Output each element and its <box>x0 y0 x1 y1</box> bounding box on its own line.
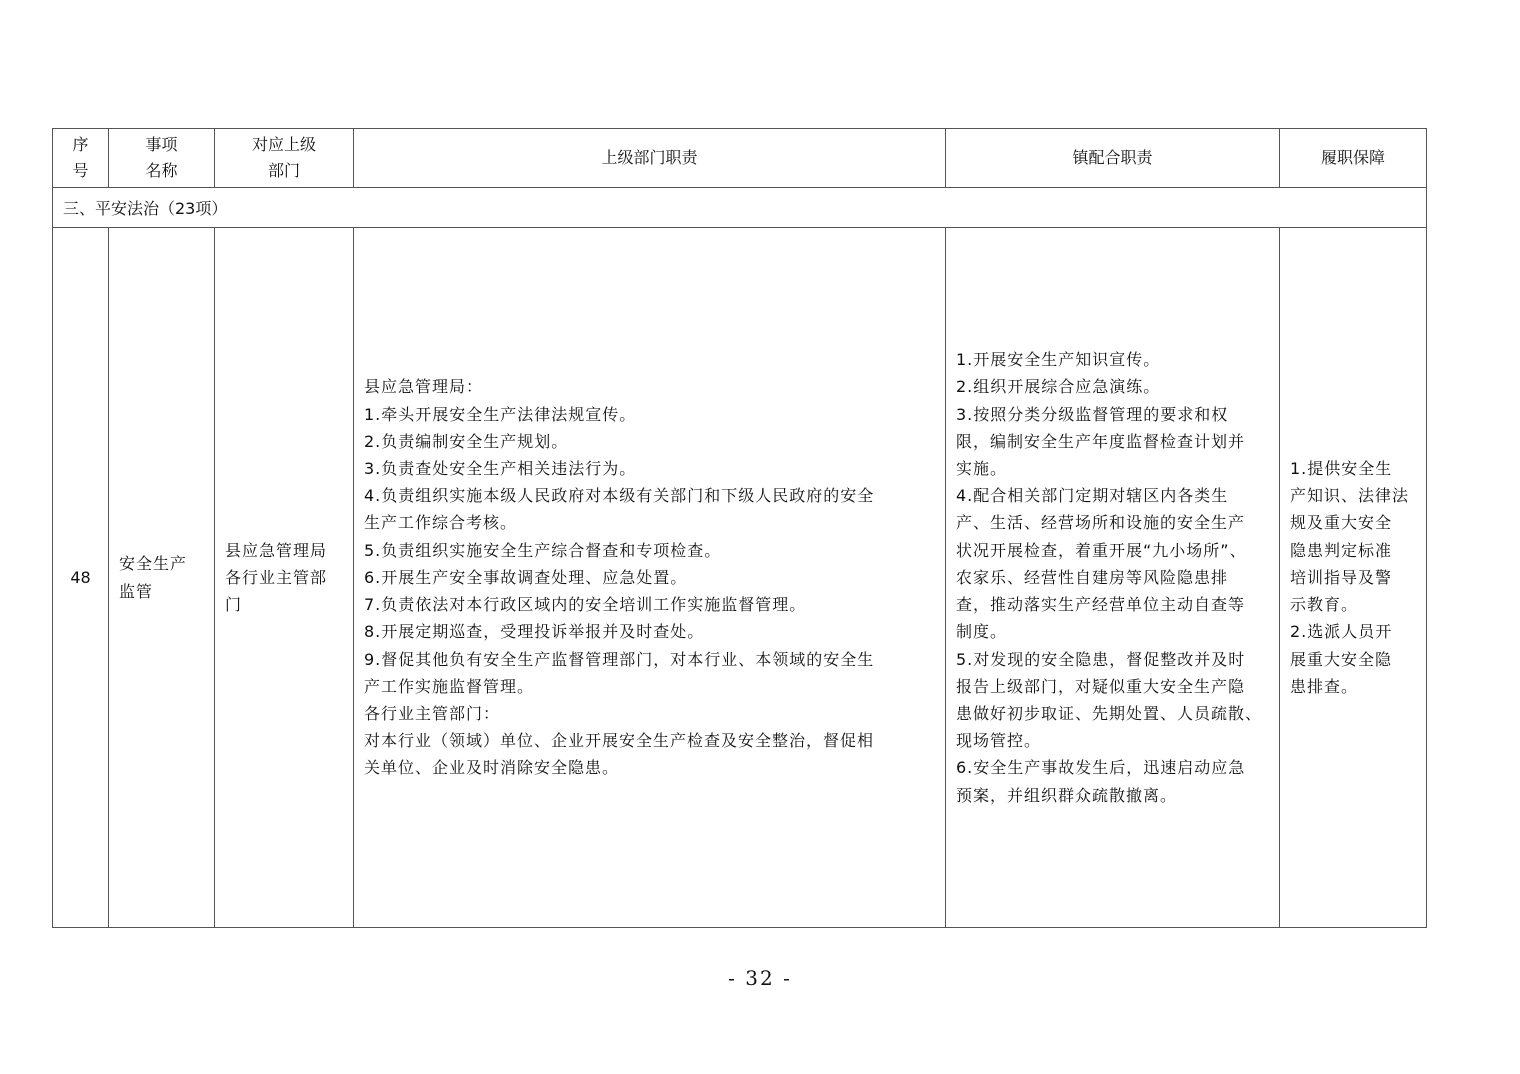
dept-line: 各行业主管部 <box>225 567 328 587</box>
town-duty-line: 3.按照分类分级监督管理的要求和权 <box>956 404 1229 424</box>
town-duty-line: 现场管控。 <box>956 731 1042 751</box>
guarantee-line: 隐患判定标准 <box>1290 540 1393 560</box>
upper-duty-line: 对本行业（领域）单位、企业开展安全生产检查及安全整治，督促相 <box>364 731 875 751</box>
town-duty-line: 产、生活、经营场所和设施的安全生产 <box>956 513 1246 533</box>
upper-duty-line: 1.牵头开展安全生产法律法规宣传。 <box>364 404 637 424</box>
upper-duty-line: 3.负责查处安全生产相关违法行为。 <box>364 459 637 479</box>
header-upper-duty: 上级部门职责 <box>354 129 946 188</box>
upper-duty-line: 产工作实施监督管理。 <box>364 676 535 696</box>
upper-duty-line: 8.开展定期巡查，受理投诉举报并及时查处。 <box>364 622 705 642</box>
town-duty-line: 5.对发现的安全隐患，督促整改并及时 <box>956 649 1246 669</box>
duty-table <box>52 128 1427 928</box>
guarantee-line: 1.提供安全生 <box>1290 459 1393 479</box>
header-item <box>109 129 215 188</box>
table-row <box>53 228 1427 928</box>
town-duty-line: 状况开展检查，着重开展“九小场所”、 <box>956 540 1247 560</box>
header-seq-line: 序 <box>72 135 89 154</box>
item-line: 监管 <box>119 581 154 601</box>
guarantee-line: 规及重大安全 <box>1290 513 1393 533</box>
header-dept <box>215 129 354 188</box>
town-duty-line: 预案，并组织群众疏散撤离。 <box>956 785 1178 805</box>
town-duty-line: 查，推动落实生产经营单位主动自查等 <box>956 595 1246 615</box>
header-guarantee: 履职保障 <box>1280 129 1427 188</box>
town-duty-line: 2.组织开展综合应急演练。 <box>956 377 1161 397</box>
upper-duty-line: 6.开展生产安全事故调查处理、应急处置。 <box>364 567 688 587</box>
section-row <box>53 188 1427 228</box>
header-seq-line: 号 <box>72 161 89 180</box>
upper-duty-line: 县应急管理局： <box>364 377 484 397</box>
guarantee-line: 培训指导及警 <box>1290 567 1393 587</box>
header-dept-line: 部门 <box>267 161 300 180</box>
guarantee-line: 示教育。 <box>1290 595 1359 615</box>
guarantee-line: 2.选派人员开 <box>1290 622 1393 642</box>
town-duty-line: 农家乐、经营性自建房等风险隐患排 <box>956 567 1229 587</box>
town-duty-line: 报告上级部门，对疑似重大安全生产隐 <box>956 676 1246 696</box>
row-upper-duty <box>354 228 946 928</box>
header-seq <box>53 129 109 188</box>
item-line: 安全生产 <box>119 554 188 574</box>
upper-duty-line: 4.负责组织实施本级人民政府对本级有关部门和下级人民政府的安全 <box>364 486 875 506</box>
upper-duty-line: 5.负责组织实施安全生产综合督查和专项检查。 <box>364 540 722 560</box>
dept-line: 门 <box>225 595 243 615</box>
upper-duty-line: 2.负责编制安全生产规划。 <box>364 431 569 451</box>
header-item-line: 事项 <box>145 135 178 154</box>
page-number: - 32 - <box>728 966 792 990</box>
upper-duty-line: 关单位、企业及时消除安全隐患。 <box>364 758 620 778</box>
town-duty-line: 患做好初步取证、先期处置、人员疏散、 <box>956 703 1263 723</box>
town-duty-line: 限，编制安全生产年度监督检查计划并 <box>956 431 1246 451</box>
row-item-name <box>109 228 215 928</box>
row-guarantee <box>1280 228 1427 928</box>
section-title: 三、平安法治（23项） <box>53 188 1427 228</box>
header-row <box>53 129 1427 188</box>
row-seq: 48 <box>53 228 109 928</box>
town-duty-line: 制度。 <box>956 622 1008 642</box>
guarantee-line: 患排查。 <box>1290 676 1359 696</box>
upper-duty-line: 9.督促其他负有安全生产监督管理部门，对本行业、本领域的安全生 <box>364 649 875 669</box>
header-dept-line: 对应上级 <box>251 135 316 154</box>
row-town-duty <box>946 228 1280 928</box>
town-duty-line: 6.安全生产事故发生后，迅速启动应急 <box>956 758 1246 778</box>
guarantee-line: 产知识、法律法 <box>1290 486 1410 506</box>
upper-duty-line: 生产工作综合考核。 <box>364 513 518 533</box>
town-duty-line: 4.配合相关部门定期对辖区内各类生 <box>956 486 1229 506</box>
guarantee-line: 展重大安全隐 <box>1290 649 1393 669</box>
upper-duty-line: 各行业主管部门： <box>364 703 501 723</box>
dept-line: 县应急管理局 <box>225 540 328 560</box>
header-town-duty: 镇配合职责 <box>946 129 1280 188</box>
town-duty-line: 1.开展安全生产知识宣传。 <box>956 350 1161 370</box>
header-item-line: 名称 <box>145 161 178 180</box>
town-duty-line: 实施。 <box>956 459 1008 479</box>
row-dept <box>215 228 354 928</box>
upper-duty-line: 7.负责依法对本行政区域内的安全培训工作实施监督管理。 <box>364 595 807 615</box>
